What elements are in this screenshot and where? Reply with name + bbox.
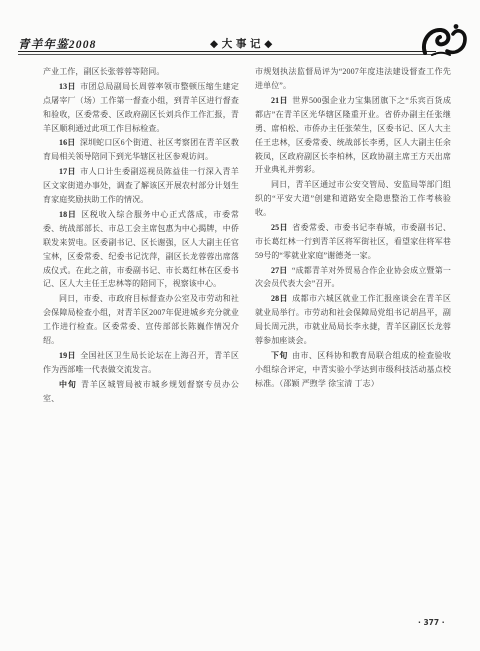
- entry-date: 28日: [271, 294, 288, 304]
- entry-18: [43, 208, 239, 292]
- page-number: · 377 ·: [418, 618, 445, 627]
- entry-text: 市团总局副局长周蓉率领市整顿压缩生建定点屠宰厂（场）工作第一督查小组，到青羊区进行督查和验收，区委常委、区政府副区长刘兵作工作汇报，青羊区顺利通过此项工作目标检查。: [43, 81, 239, 133]
- entry-date: 16日: [59, 138, 76, 148]
- entry-text: 世界500强企业力宝集团旗下之“乐宾百货成都店”在青羊区光华辖区隆重开业。省侨办副主任张继勇、席柏松、市侨办主任张荣生，区委书记、区人大主任王忠林，区委常委、统战部长李勇，区人大副主任余筱凤，区政府副区长李柏林，区政协副主席王方天出席开业典礼并剪彩。: [255, 95, 451, 175]
- entry-text: 全国社区卫生局长论坛在上海召开，青羊区作为西部唯一代表做交流发言。: [43, 350, 239, 374]
- yearbook-title: 青羊年鉴2008: [18, 39, 97, 51]
- entry-mid-month: [43, 378, 239, 406]
- entry-19: [43, 349, 239, 377]
- header-rule: [18, 51, 436, 52]
- entry-date: 中旬: [59, 379, 77, 389]
- entry-text: 市人口计生委副巡视员陈益佳一行深入青羊区文家街道办事处，调查了解该区开展农村部分计划生育家庭奖励扶助工作的情况。: [43, 167, 239, 204]
- entry-same-day: [43, 292, 239, 348]
- entry-date: 18日: [59, 209, 77, 219]
- entry-17: [43, 165, 239, 207]
- entry-same-day: [255, 178, 451, 220]
- entry-date: 27日: [271, 265, 288, 275]
- yearbook-logo: [420, 22, 468, 58]
- entry-text: 深圳蛇口区6个街道、社区考察团在青羊区教育局相关领导陪同下到光华辖区社区参观访问。: [43, 138, 239, 162]
- entry-16: [43, 136, 239, 164]
- entry-date: 19日: [59, 350, 76, 360]
- entry-28: [255, 292, 451, 348]
- entry-text: 成都市六城区就业工作汇报座谈会在青羊区就业局举行。市劳动和社会保障局党组书记胡昌平，副局长周元洪，市就业局局长李永捷，青羊区副区长龙蓉蓉参加座谈会。: [255, 294, 451, 346]
- header-rule-thin: [18, 54, 436, 55]
- entry-25: [255, 221, 451, 263]
- entry-text: “成都青羊对外贸易合作企业协会成立暨第一次会员代表大会”召开。: [255, 265, 451, 289]
- entry-late-month: [255, 349, 451, 391]
- entry-date: 21日: [271, 95, 288, 105]
- entry-text: 区税收入综合服务中心正式落成，市委常委、统战部部长、市总工会主席包惠为中心揭牌，中侨联发来贺电。区委副书记、区长谢强，区人大副主任官宝林，区委常委、纪委书记沈萍，副区长龙蓉蓉出席落成仪式。在此之前，市委副书记、市长葛红林在区委书记、区人大主任王忠林等的陪同下，视察该中心。: [43, 209, 239, 289]
- entry-text: 同日，市委、市政府目标督查办公室及市劳动和社会保障局检查小组，对青羊区2007年促进城乡充分就业工作进行检查。区委常委、宣传部部长陈巍作情况介绍。: [43, 294, 239, 346]
- entry-continued: [255, 65, 451, 93]
- entry-text: 市规划执法监督局评为“2007年度违法建设督查工作先进单位”。: [255, 67, 451, 90]
- entry-text: 同日，青羊区通过市公安交管局、安监局等部门组织的“平安大道”创建和道路安全隐患整治工作考核验收。: [255, 180, 451, 218]
- entry-text: 省委常委、市委书记李春城，市委副书记、市长葛红林一行到青羊区将军街社区，看望家住将军巷59号的“零就业家庭”谢德尧一家。: [255, 222, 451, 260]
- left-column: [43, 65, 239, 406]
- entry-21: [255, 94, 451, 178]
- entry-27: [255, 264, 451, 292]
- entry-13: [43, 80, 239, 136]
- entry-date: 25日: [271, 222, 288, 232]
- entry-text: 产业工作，副区长张蓉蓉等陪同。: [43, 67, 165, 76]
- entry-continued: [43, 65, 239, 79]
- right-column: [255, 65, 451, 392]
- entry-date: 下旬: [271, 350, 288, 360]
- entry-date: 17日: [59, 167, 76, 177]
- entry-date: 13日: [59, 81, 76, 91]
- section-title: ◆ 大 事 记 ◆: [210, 38, 273, 50]
- entry-text: 青羊区城管局被市城乡规划督察专员办公室、: [43, 379, 239, 403]
- entry-text: 由市、区科协和教育局联合组成的检查验收小组综合评定，中青实验小学达到市级科技活动基点校标准。（邵颖 严煦学 徐宝清 丁志）: [255, 350, 451, 388]
